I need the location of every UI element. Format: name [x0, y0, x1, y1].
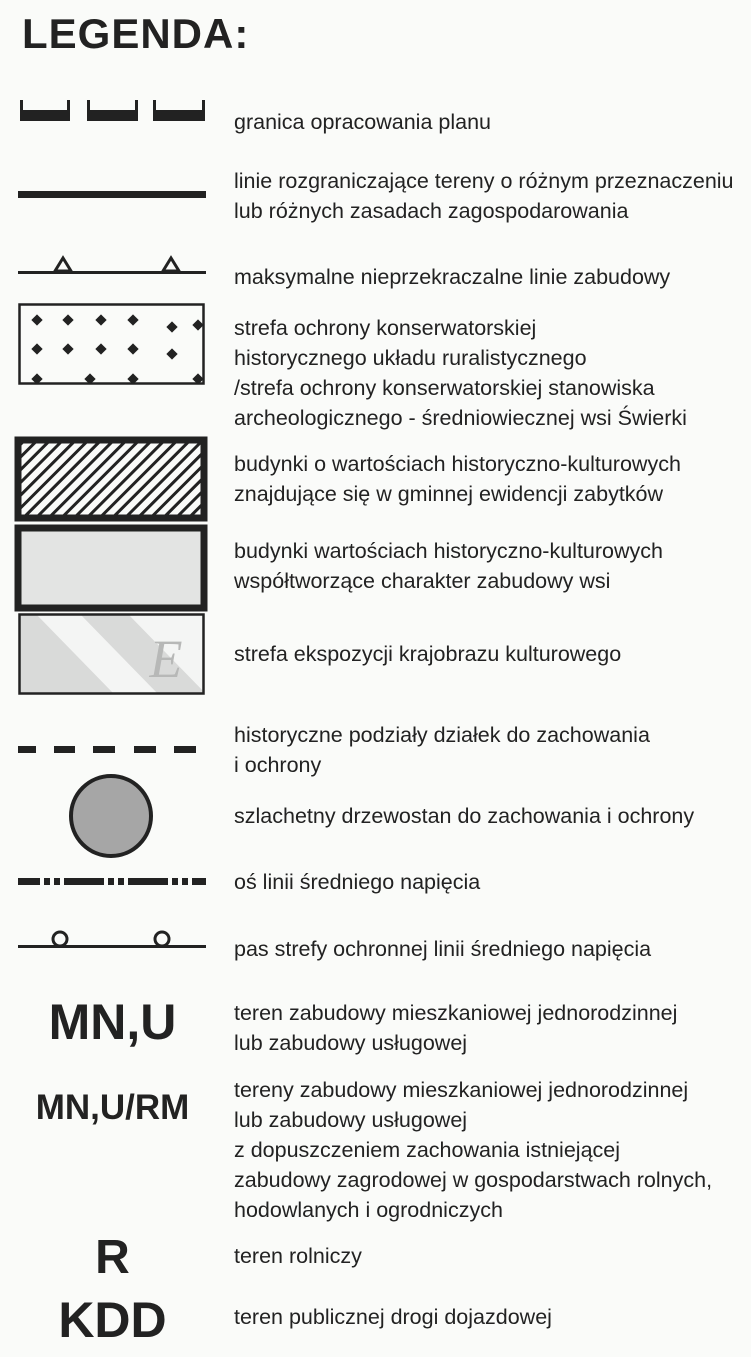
legend-text-plot-divisions: historyczne podziały działek do zachowania i ochrony: [234, 723, 650, 777]
legend-text-plan-boundary: granica opracowania planu: [234, 110, 491, 134]
legend-text-r: teren rolniczy: [234, 1244, 362, 1268]
landscape-exposure-symbol: [18, 613, 206, 695]
exposure-zone-letter: E: [149, 629, 183, 689]
registered-building-symbol: [14, 436, 208, 522]
code-mn-u-rm: MN,U/RM: [35, 1088, 190, 1127]
code-r: R: [95, 1231, 130, 1284]
legend-text-trees: szlachetny drzewostan do zachowania i ochrony: [234, 804, 695, 828]
legend-text-character-buildings: budynki wartościach historyczno-kulturowych współtworzące charakter zabudowy wsi: [234, 539, 663, 593]
legend-text-dividing-lines: linie rozgraniczające tereny o różnym przeznaczeniu lub różnych zasadach zagospodarowania: [234, 169, 734, 223]
power-line-axis-symbol: [18, 875, 208, 889]
legend-text-exposure-zone: strefa ekspozycji krajobrazu kulturowego: [234, 642, 622, 666]
legend-text-building-lines: maksymalne nieprzekraczalne linie zabudowy: [234, 265, 671, 289]
code-kdd: KDD: [58, 1292, 167, 1348]
legend-text-kdd: teren publicznej drogi dojazdowej: [234, 1305, 552, 1329]
plot-division-symbol: [18, 744, 208, 756]
legend-text-registered-buildings: budynki o wartościach historyczno-kulturowych znajdujące się w gminnej ewidencji zabytków: [234, 452, 681, 506]
dividing-line-symbol: [18, 188, 208, 202]
legend-text-mn-u-rm: tereny zabudowy mieszkaniowej jednorodzinnej lub zabudowy usługowej z dopuszczeniem zachowania istniejącej zabudowy zagrodowej w gospodarstwach rolnych, hodowlanych i ogrodniczych: [234, 1078, 713, 1222]
protection-strip-symbol: [18, 928, 208, 952]
legend-text-mn-u: teren zabudowy mieszkaniowej jednorodzinnej lub zabudowy usługowej: [234, 1001, 678, 1055]
plan-boundary-symbol: [18, 98, 208, 126]
tree-symbol: [66, 771, 156, 861]
building-line-symbol: [18, 254, 208, 278]
legend-title: LEGENDA:: [22, 10, 250, 57]
conservation-zone-symbol: [18, 303, 206, 385]
legend-text-power-line-axis: oś linii średniego napięcia: [234, 870, 481, 894]
code-mn-u: MN,U: [48, 994, 177, 1050]
legend-text-protection-strip: pas strefy ochronnej linii średniego napięcia: [234, 937, 652, 961]
legend-text-conservation-zone: strefa ochrony konserwatorskiej historycznego układu ruralistycznego /strefa ochrony konserwatorskiej stanowiska archeologicznego - średniowiecznej wsi Świerki: [234, 316, 687, 430]
character-building-symbol: [14, 524, 208, 612]
